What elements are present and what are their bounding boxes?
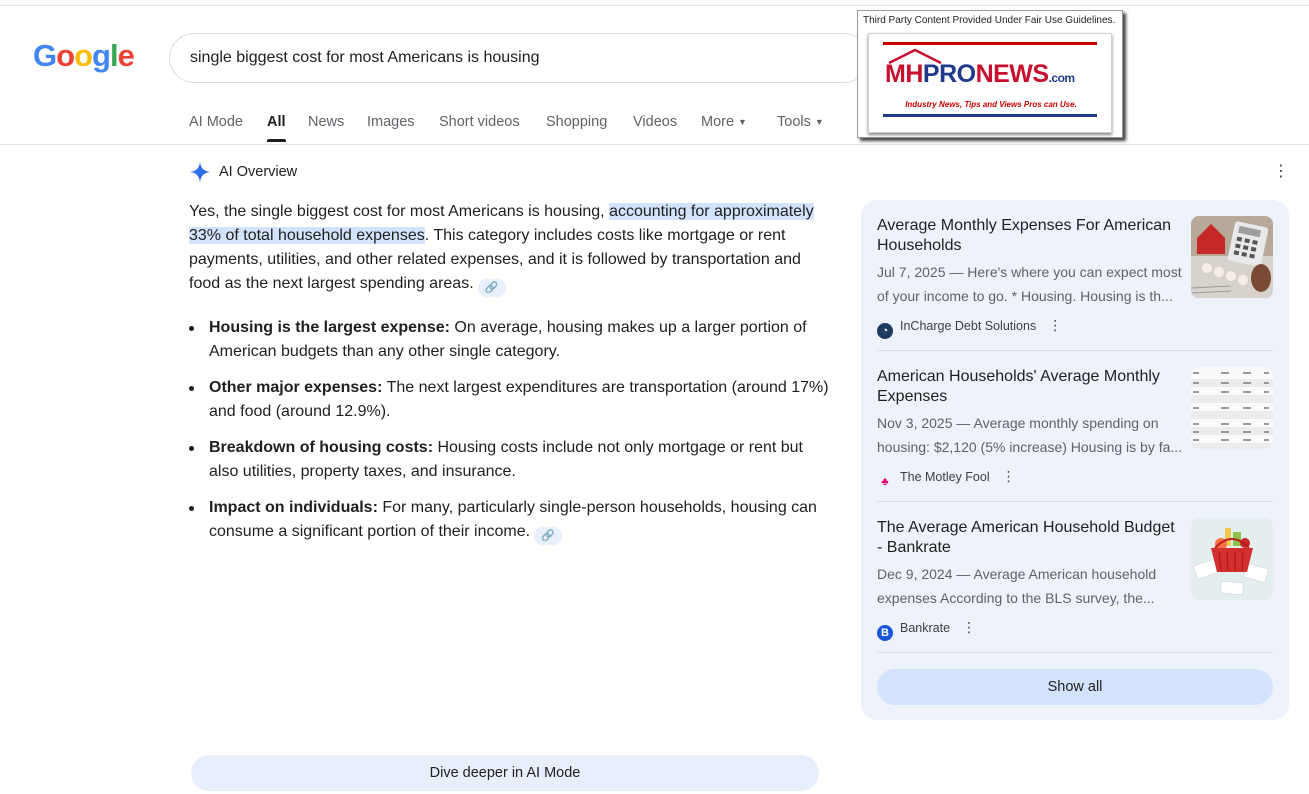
source-snippet: Jul 7, 2025 — Here's where you can expect most of your income to go. * Housing. Housing is th...: [877, 264, 1182, 304]
logo-news: NEWS: [975, 60, 1049, 88]
table-image: [1191, 367, 1273, 449]
logo-pro: PRO: [922, 60, 976, 88]
source-meta: [877, 468, 1016, 486]
source-snippet: Dec 9, 2024 — Average American household expenses According to the BLS survey, the...: [877, 566, 1157, 606]
source-meta: [877, 619, 976, 637]
source-site: The Motley Fool: [900, 470, 990, 484]
more-options-icon[interactable]: ⋮: [1001, 468, 1016, 484]
source-thumbnail[interactable]: [1191, 367, 1273, 449]
list-item: [189, 316, 829, 364]
top-divider: [0, 5, 1309, 6]
source-title[interactable]: Average Monthly Expenses For American Households: [877, 217, 1172, 254]
ai-overview-bullets: [189, 316, 829, 557]
logo-wordmark: [885, 60, 1075, 89]
link-icon[interactable]: 🔗: [478, 279, 506, 297]
logo-rule: [883, 114, 1097, 117]
search-input[interactable]: single biggest cost for most Americans is housing: [190, 49, 540, 66]
mhpronews-logo: [868, 33, 1112, 133]
shopping-basket-image: [1191, 518, 1273, 600]
tab-label: Short videos: [439, 114, 520, 130]
dive-deeper-button[interactable]: Dive deeper in AI Mode: [191, 755, 819, 791]
source-meta: [877, 317, 1062, 335]
list-item: [189, 436, 829, 484]
tab-label: News: [308, 114, 345, 130]
more-options-icon[interactable]: ⋮: [1273, 163, 1289, 180]
bullet-heading: Housing is the largest expense:: [209, 319, 450, 336]
site-favicon-icon: ◔: [877, 323, 893, 339]
google-logo[interactable]: [33, 38, 134, 74]
more-options-icon[interactable]: ⋮: [962, 619, 977, 635]
caret-down-icon: ▼: [814, 117, 824, 127]
search-box[interactable]: [169, 33, 869, 83]
divider: [877, 652, 1273, 653]
overlay-caption: Third Party Content Provided Under Fair Use Guidelines.: [863, 15, 1116, 26]
tab-label: AI Mode: [189, 114, 243, 130]
logo-letter: g: [92, 38, 110, 73]
show-all-button[interactable]: Show all: [877, 669, 1273, 705]
source-title[interactable]: The Average American Household Budget - Bankrate: [877, 519, 1175, 556]
divider: [877, 501, 1273, 502]
tab-label: Shopping: [546, 114, 608, 130]
tab-shopping[interactable]: [546, 114, 607, 130]
tab-tools[interactable]: [777, 114, 824, 130]
more-options-icon[interactable]: ⋮: [1048, 317, 1063, 333]
motley-fool-jester-icon: ♣: [881, 476, 889, 488]
bullet-heading: Breakdown of housing costs:: [209, 439, 434, 456]
tabs-divider: [0, 144, 1309, 145]
tab-label: Videos: [633, 114, 678, 130]
ai-overview-title: AI Overview: [219, 164, 298, 180]
logo-letter: l: [109, 38, 118, 73]
source-site: InCharge Debt Solutions: [900, 319, 1037, 333]
divider: [877, 350, 1273, 351]
bullet-text: For many, particularly single-person households, housing can consume a significant portion of their income.: [209, 499, 817, 540]
tab-label: Images: [367, 114, 415, 130]
tab-label: More: [701, 114, 735, 130]
highlighted-text[interactable]: accounting for approximately 33% of total household expenses: [189, 203, 814, 244]
source-thumbnail[interactable]: [1191, 216, 1273, 298]
logo-tagline: Industry News, Tips and Views Pros can Use.: [905, 100, 1077, 109]
logo-letter: G: [33, 38, 57, 73]
bullet-heading: Other major expenses:: [209, 379, 383, 396]
list-item: [189, 376, 829, 424]
tab-label: Tools: [777, 114, 811, 130]
logo-rule: [883, 42, 1097, 45]
calculator-image: [1191, 216, 1273, 298]
caret-down-icon: ▼: [738, 117, 747, 127]
tab-images[interactable]: [367, 114, 415, 130]
ai-overview-text: [189, 200, 829, 297]
source-snippet: Nov 3, 2025 — Average monthly spending on housing: $2,120 (5% increase) Housing is by fa...: [877, 415, 1183, 455]
tab-short-videos[interactable]: [439, 114, 520, 130]
logo-mh: MH: [885, 60, 923, 88]
intro-text-continued: . This category includes costs like mortgage or rent payments, utilities, and other related expenses, and it is followed by transportation and food as the next largest spending areas.: [189, 227, 801, 292]
fair-use-overlay: [857, 10, 1123, 138]
bankrate-logo-icon: B: [877, 625, 893, 641]
source-thumbnail[interactable]: [1191, 518, 1273, 600]
tab-more[interactable]: [701, 114, 747, 130]
tab-news[interactable]: [308, 114, 344, 130]
tab-ai-mode[interactable]: [189, 114, 243, 130]
sources-panel: [861, 200, 1289, 720]
tab-all[interactable]: [267, 114, 286, 130]
logo-letter: o: [74, 38, 92, 73]
logo-letter: e: [117, 38, 134, 73]
intro-text: Yes, the single biggest cost for most Americans is housing,: [189, 203, 610, 220]
source-site: Bankrate: [900, 621, 951, 635]
bullet-heading: Impact on individuals:: [209, 499, 378, 516]
logo-letter: o: [56, 38, 75, 73]
bullet-text: The next largest expenditures are transportation (around 17%) and food (around 12.9%).: [209, 379, 829, 420]
bullet-text: On average, housing makes up a larger portion of American budgets than any other single category.: [209, 319, 807, 360]
tab-label: All: [267, 114, 286, 130]
logo-com: .com: [1048, 71, 1075, 85]
tab-videos[interactable]: [633, 114, 677, 130]
list-item: [189, 496, 829, 545]
link-icon[interactable]: 🔗: [534, 527, 562, 545]
source-title[interactable]: American Households' Average Monthly Expenses: [877, 368, 1160, 405]
gemini-sparkle-icon: [189, 161, 211, 183]
bullet-text: Housing costs include not only mortgage or rent but also utilities, property taxes, and insurance.: [209, 439, 803, 480]
